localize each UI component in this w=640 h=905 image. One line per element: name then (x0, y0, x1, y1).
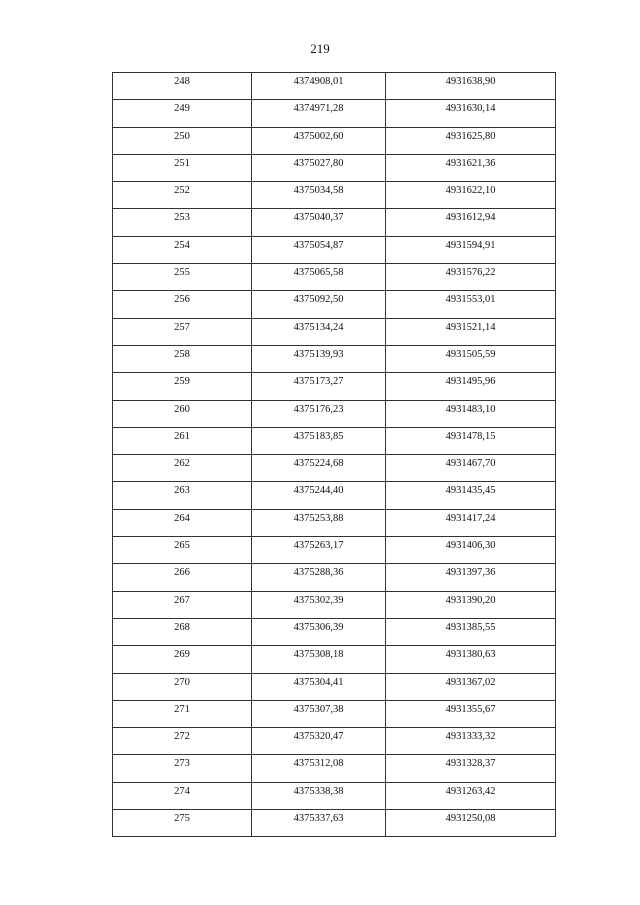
x-coordinate-cell: 4375312,08 (252, 755, 386, 782)
table-row (113, 100, 556, 127)
table-row (113, 673, 556, 700)
x-coordinate-cell: 4375134,24 (252, 318, 386, 345)
y-coordinate-cell: 4931406,30 (386, 537, 556, 564)
y-coordinate-cell: 4931495,96 (386, 373, 556, 400)
x-coordinate-cell: 4375224,68 (252, 455, 386, 482)
table-row (113, 810, 556, 837)
x-coordinate-cell: 4375002,60 (252, 127, 386, 154)
y-coordinate-cell: 4931521,14 (386, 318, 556, 345)
x-coordinate-cell: 4375054,87 (252, 236, 386, 263)
y-coordinate-cell: 4931367,02 (386, 673, 556, 700)
coordinates-table (112, 72, 556, 837)
y-coordinate-cell: 4931612,94 (386, 209, 556, 236)
point-number-cell: 250 (113, 127, 252, 154)
point-number-cell: 248 (113, 73, 252, 100)
table-row (113, 318, 556, 345)
y-coordinate-cell: 4931576,22 (386, 264, 556, 291)
table-row (113, 291, 556, 318)
point-number-cell: 266 (113, 564, 252, 591)
x-coordinate-cell: 4375306,39 (252, 618, 386, 645)
table-row (113, 373, 556, 400)
table-row (113, 618, 556, 645)
y-coordinate-cell: 4931625,80 (386, 127, 556, 154)
x-coordinate-cell: 4375244,40 (252, 482, 386, 509)
x-coordinate-cell: 4375288,36 (252, 564, 386, 591)
point-number-cell: 273 (113, 755, 252, 782)
table-row (113, 537, 556, 564)
x-coordinate-cell: 4375034,58 (252, 182, 386, 209)
x-coordinate-cell: 4375065,58 (252, 264, 386, 291)
y-coordinate-cell: 4931478,15 (386, 427, 556, 454)
table-row (113, 427, 556, 454)
page-number: 219 (310, 41, 330, 56)
y-coordinate-cell: 4931385,55 (386, 618, 556, 645)
table-row (113, 127, 556, 154)
x-coordinate-cell: 4375304,41 (252, 673, 386, 700)
x-coordinate-cell: 4375183,85 (252, 427, 386, 454)
y-coordinate-cell: 4931355,67 (386, 700, 556, 727)
point-number-cell: 272 (113, 728, 252, 755)
x-coordinate-cell: 4375337,63 (252, 810, 386, 837)
point-number-cell: 256 (113, 291, 252, 318)
y-coordinate-cell: 4931638,90 (386, 73, 556, 100)
table-row (113, 755, 556, 782)
table-row (113, 182, 556, 209)
x-coordinate-cell: 4375338,38 (252, 782, 386, 809)
y-coordinate-cell: 4931417,24 (386, 509, 556, 536)
y-coordinate-cell: 4931621,36 (386, 154, 556, 181)
point-number-cell: 268 (113, 618, 252, 645)
point-number-cell: 252 (113, 182, 252, 209)
x-coordinate-cell: 4375139,93 (252, 345, 386, 372)
table-row (113, 728, 556, 755)
table-row (113, 264, 556, 291)
table-row (113, 782, 556, 809)
x-coordinate-cell: 4374971,28 (252, 100, 386, 127)
x-coordinate-cell: 4375092,50 (252, 291, 386, 318)
x-coordinate-cell: 4375027,80 (252, 154, 386, 181)
y-coordinate-cell: 4931435,45 (386, 482, 556, 509)
y-coordinate-cell: 4931553,01 (386, 291, 556, 318)
point-number-cell: 259 (113, 373, 252, 400)
point-number-cell: 255 (113, 264, 252, 291)
table-row (113, 564, 556, 591)
y-coordinate-cell: 4931467,70 (386, 455, 556, 482)
x-coordinate-cell: 4375173,27 (252, 373, 386, 400)
point-number-cell: 269 (113, 646, 252, 673)
point-number-cell: 265 (113, 537, 252, 564)
table-row (113, 591, 556, 618)
table-row (113, 236, 556, 263)
y-coordinate-cell: 4931630,14 (386, 100, 556, 127)
x-coordinate-cell: 4375302,39 (252, 591, 386, 618)
point-number-cell: 262 (113, 455, 252, 482)
point-number-cell: 267 (113, 591, 252, 618)
y-coordinate-cell: 4931263,42 (386, 782, 556, 809)
table-row (113, 209, 556, 236)
y-coordinate-cell: 4931250,08 (386, 810, 556, 837)
y-coordinate-cell: 4931328,37 (386, 755, 556, 782)
y-coordinate-cell: 4931594,91 (386, 236, 556, 263)
x-coordinate-cell: 4375307,38 (252, 700, 386, 727)
point-number-cell: 257 (113, 318, 252, 345)
point-number-cell: 249 (113, 100, 252, 127)
table-row (113, 154, 556, 181)
x-coordinate-cell: 4375320,47 (252, 728, 386, 755)
table-row (113, 482, 556, 509)
y-coordinate-cell: 4931622,10 (386, 182, 556, 209)
point-number-cell: 274 (113, 782, 252, 809)
y-coordinate-cell: 4931483,10 (386, 400, 556, 427)
y-coordinate-cell: 4931390,20 (386, 591, 556, 618)
y-coordinate-cell: 4931380,63 (386, 646, 556, 673)
table-row (113, 400, 556, 427)
table-row (113, 345, 556, 372)
table-row (113, 646, 556, 673)
x-coordinate-cell: 4375253,88 (252, 509, 386, 536)
table-row (113, 700, 556, 727)
point-number-cell: 251 (113, 154, 252, 181)
point-number-cell: 264 (113, 509, 252, 536)
point-number-cell: 261 (113, 427, 252, 454)
y-coordinate-cell: 4931333,32 (386, 728, 556, 755)
y-coordinate-cell: 4931397,36 (386, 564, 556, 591)
point-number-cell: 253 (113, 209, 252, 236)
point-number-cell: 270 (113, 673, 252, 700)
coordinates-table-body (113, 73, 556, 837)
table-row (113, 455, 556, 482)
x-coordinate-cell: 4374908,01 (252, 73, 386, 100)
point-number-cell: 263 (113, 482, 252, 509)
point-number-cell: 258 (113, 345, 252, 372)
table-row (113, 509, 556, 536)
x-coordinate-cell: 4375308,18 (252, 646, 386, 673)
point-number-cell: 271 (113, 700, 252, 727)
x-coordinate-cell: 4375176,23 (252, 400, 386, 427)
x-coordinate-cell: 4375263,17 (252, 537, 386, 564)
point-number-cell: 275 (113, 810, 252, 837)
point-number-cell: 254 (113, 236, 252, 263)
x-coordinate-cell: 4375040,37 (252, 209, 386, 236)
point-number-cell: 260 (113, 400, 252, 427)
table-row (113, 73, 556, 100)
y-coordinate-cell: 4931505,59 (386, 345, 556, 372)
